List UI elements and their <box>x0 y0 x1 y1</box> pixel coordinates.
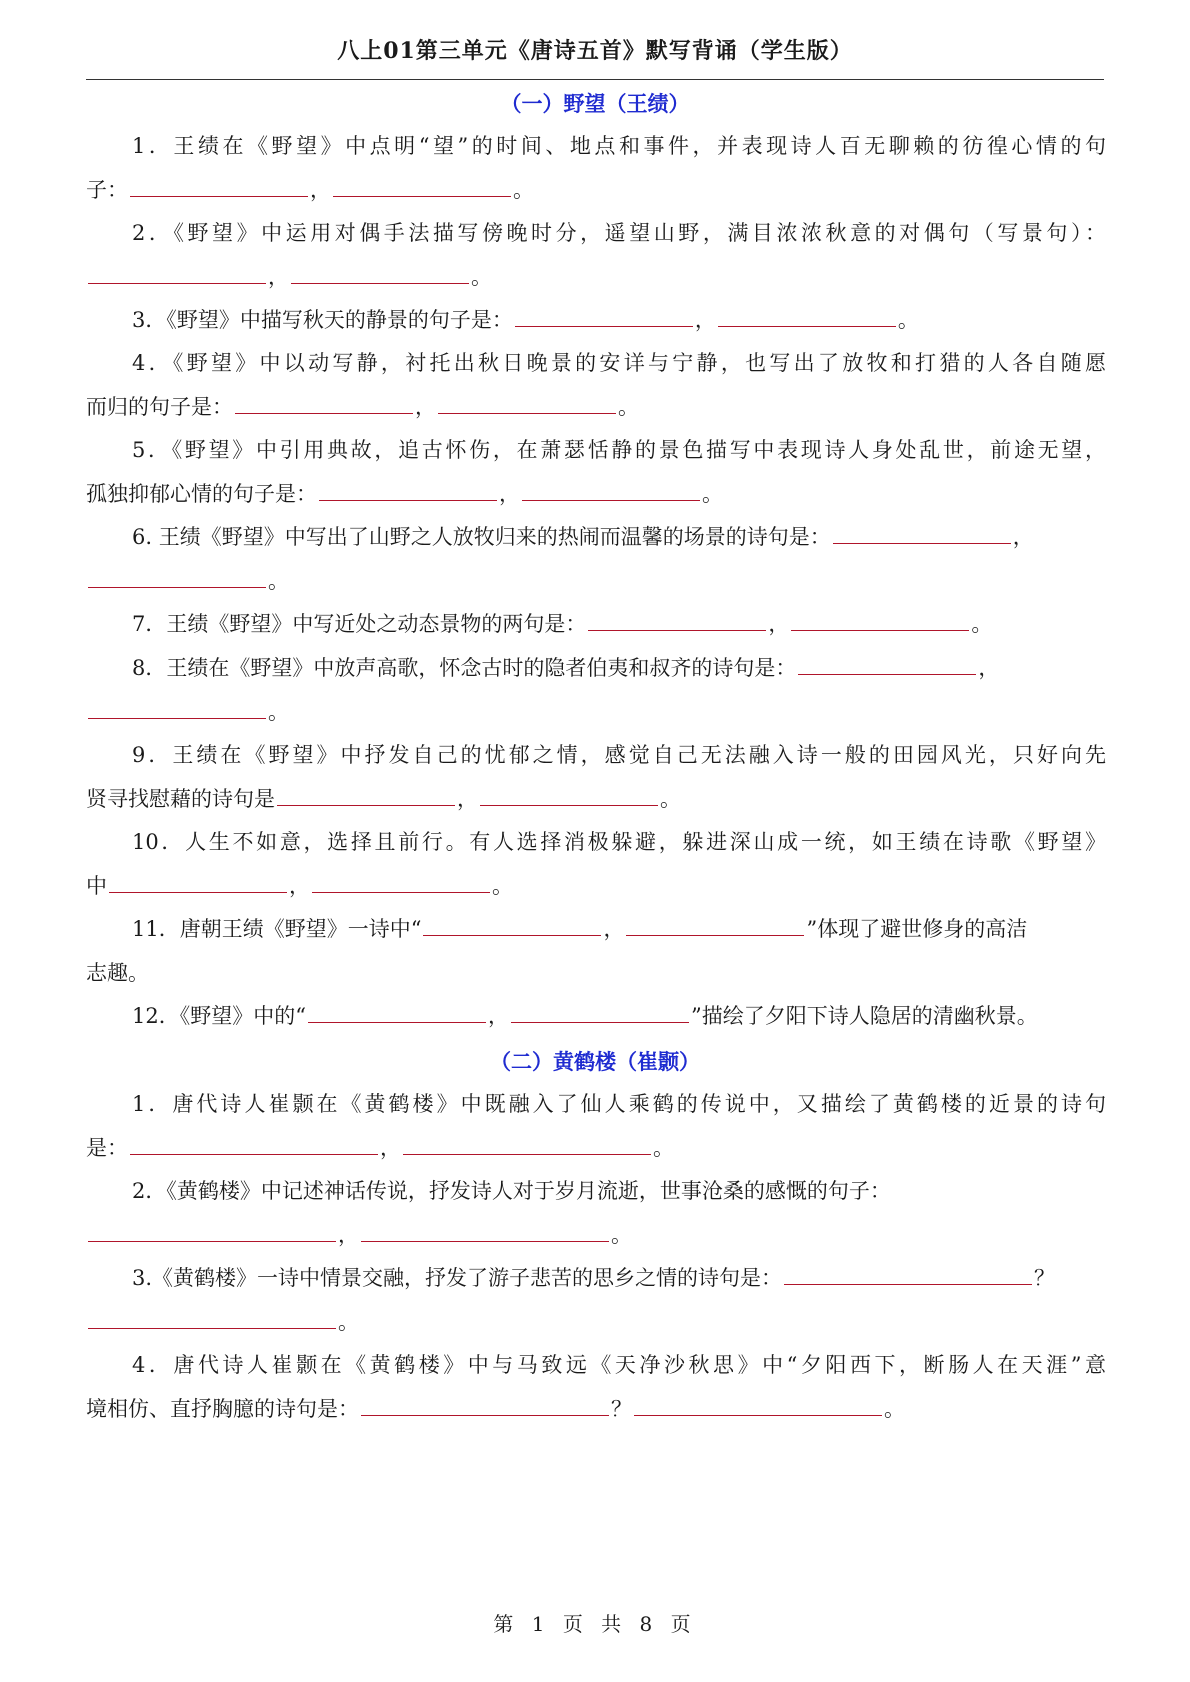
question-1-5: 5．《野望》中引用典故，追古怀伤，在萧瑟恬静的景色描写中表现诗人身处乱世，前途无望， <box>132 438 1106 462</box>
question-1-6-cont: 。 <box>86 567 1106 595</box>
answer-blank[interactable] <box>784 1266 1032 1285</box>
answer-blank[interactable] <box>130 1136 378 1155</box>
answer-blank[interactable] <box>130 178 308 197</box>
question-1-5-cont: 孤独抑郁心情的句子是： ， 。 <box>86 482 723 506</box>
question-1-11: 11．唐朝王绩《野望》一诗中“ ， ”体现了避世修身的高洁 <box>132 917 1028 941</box>
question-1-10-cont: 中 ， 。 <box>86 874 513 898</box>
answer-blank[interactable] <box>423 917 601 936</box>
answer-blank[interactable] <box>438 395 616 414</box>
answer-blank[interactable] <box>480 787 658 806</box>
section-heading-1: （一）野望（王绩） <box>500 91 690 116</box>
answer-blank[interactable] <box>88 265 266 284</box>
answer-blank[interactable] <box>361 1397 609 1416</box>
answer-blank[interactable] <box>88 1310 336 1329</box>
answer-blank[interactable] <box>798 656 976 675</box>
question-1-9-cont: 贤寻找慰藉的诗句是 ， 。 <box>86 787 681 811</box>
answer-blank[interactable] <box>515 308 693 327</box>
question-2-2-cont: ， 。 <box>86 1221 1106 1249</box>
question-1-11-cont: 志趣。 <box>86 961 149 985</box>
answer-blank[interactable] <box>319 482 497 501</box>
question-2-3-cont: 。 <box>86 1308 1106 1336</box>
answer-blank[interactable] <box>291 265 469 284</box>
answer-blank[interactable] <box>277 787 455 806</box>
answer-blank[interactable] <box>88 569 266 588</box>
answer-blank[interactable] <box>791 612 969 631</box>
answer-blank[interactable] <box>361 1223 609 1242</box>
question-2-4-cont: 境相仿、直抒胸臆的诗句是： ？ 。 <box>86 1397 905 1421</box>
answer-blank[interactable] <box>308 1004 486 1023</box>
answer-blank[interactable] <box>312 874 490 893</box>
question-1-10: 10．人生不如意，选择且前行。有人选择消极躲避，躲进深山成一统，如王绩在诗歌《野望》 <box>132 830 1106 854</box>
question-1-2-cont: ， 。 <box>86 263 1106 291</box>
question-2-4: 4．唐代诗人崔颢在《黄鹤楼》中与马致远《天净沙秋思》中“夕阳西下，断肠人在天涯”意 <box>132 1353 1106 1377</box>
answer-blank[interactable] <box>626 917 804 936</box>
answer-blank[interactable] <box>511 1004 689 1023</box>
question-2-1: 1．唐代诗人崔颢在《黄鹤楼》中既融入了仙人乘鹤的传说中，又描绘了黄鹤楼的近景的诗句 <box>132 1092 1106 1116</box>
question-2-1-cont: 是： ， 。 <box>86 1136 674 1160</box>
question-1-3: 3．《野望》中描写秋天的静景的句子是： ， 。 <box>132 308 919 332</box>
question-1-9: 9．王绩在《野望》中抒发自己的忧郁之情，感觉自己无法融入诗一般的田园风光，只好向先 <box>132 743 1106 767</box>
question-2-3: 3.《黄鹤楼》一诗中情景交融，抒发了游子悲苦的思乡之情的诗句是： ？ <box>132 1266 1056 1290</box>
question-1-1-cont: 子： ， 。 <box>86 178 534 202</box>
answer-blank[interactable] <box>588 612 766 631</box>
question-1-6: 6. 王绩《野望》中写出了山野之人放牧归来的热闹而温馨的场景的诗句是： ， <box>132 525 1034 549</box>
title-divider <box>86 79 1104 80</box>
question-1-2: 2．《野望》中运用对偶手法描写傍晚时分，遥望山野，满目浓浓秋意的对偶句（写景句）： <box>132 221 1106 245</box>
question-1-8: 8．王绩在《野望》中放声高歌，怀念古时的隐者伯夷和叔齐的诗句是： ， <box>132 656 1000 680</box>
question-1-4-cont: 而归的句子是： ， 。 <box>86 395 639 419</box>
answer-blank[interactable] <box>522 482 700 501</box>
answer-blank[interactable] <box>88 1223 336 1242</box>
answer-blank[interactable] <box>333 178 511 197</box>
page-title: 八上01第三单元《唐诗五首》默写背诵（学生版） <box>337 38 853 64</box>
question-1-7: 7．王绩《野望》中写近处之动态景物的两句是： ， 。 <box>132 612 993 636</box>
question-1-12: 12．《野望》中的“ ， ”描绘了夕阳下诗人隐居的清幽秋景。 <box>132 1004 1038 1028</box>
answer-blank[interactable] <box>109 874 287 893</box>
answer-blank[interactable] <box>235 395 413 414</box>
answer-blank[interactable] <box>88 700 266 719</box>
question-1-1: 1．王绩在《野望》中点明“望”的时间、地点和事件，并表现诗人百无聊赖的彷徨心情的句 <box>132 134 1106 158</box>
question-1-4: 4．《野望》中以动写静，衬托出秋日晚景的安详与宁静，也写出了放牧和打猎的人各自随愿 <box>132 351 1106 375</box>
question-1-8-cont: 。 <box>86 698 1106 726</box>
section-heading-2: （二）黄鹤楼（崔颢） <box>490 1049 700 1074</box>
question-2-2: 2．《黄鹤楼》中记述神话传说，抒发诗人对于岁月流逝，世事沧桑的感慨的句子： <box>132 1179 891 1203</box>
page-footer: 第 1 页 共 8 页 <box>493 1612 697 1636</box>
answer-blank[interactable] <box>718 308 896 327</box>
answer-blank[interactable] <box>403 1136 651 1155</box>
answer-blank[interactable] <box>634 1397 882 1416</box>
answer-blank[interactable] <box>833 525 1011 544</box>
